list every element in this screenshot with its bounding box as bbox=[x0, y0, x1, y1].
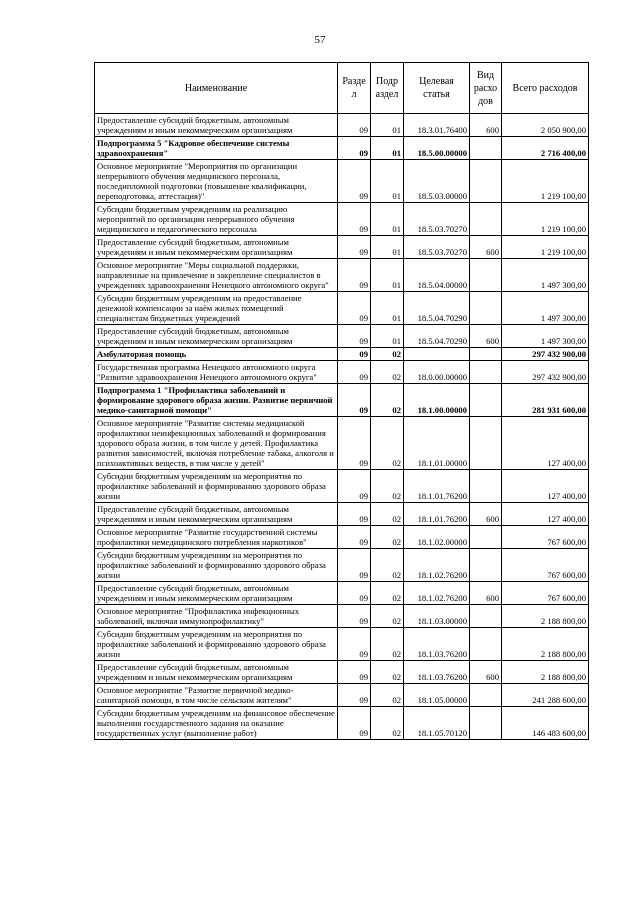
row-name-cell: Субсидии бюджетным учреждениям на мероприятия по профилактике заболеваний и формированию здорового образа жизни bbox=[95, 470, 338, 503]
row-article-cell: 18.1.01.76200 bbox=[404, 470, 470, 503]
row-section-cell: 09 bbox=[338, 361, 371, 384]
row-expense-type-cell bbox=[470, 292, 502, 325]
row-total-cell: 297 432 900,00 bbox=[502, 348, 589, 361]
row-total-cell: 1 219 100,00 bbox=[502, 236, 589, 259]
row-subsection-cell: 02 bbox=[371, 470, 404, 503]
row-section-cell: 09 bbox=[338, 137, 371, 160]
table-row bbox=[95, 137, 589, 160]
table-body bbox=[95, 114, 589, 740]
row-name-cell: Амбулаторная помощь bbox=[95, 348, 338, 361]
row-section-cell: 09 bbox=[338, 348, 371, 361]
row-article-cell: 18.5.03.70270 bbox=[404, 236, 470, 259]
row-subsection-cell: 02 bbox=[371, 549, 404, 582]
row-article-cell: 18.1.05.70120 bbox=[404, 707, 470, 740]
row-article-cell: 18.1.03.76200 bbox=[404, 661, 470, 684]
row-total-cell: 1 497 300,00 bbox=[502, 292, 589, 325]
row-total-cell: 2 050 900,00 bbox=[502, 114, 589, 137]
row-total-cell: 767 600,00 bbox=[502, 549, 589, 582]
row-name-cell: Подпрограмма 5 "Кадровое обеспечение системы здравоохранения" bbox=[95, 137, 338, 160]
table-row bbox=[95, 160, 589, 203]
row-section-cell: 09 bbox=[338, 203, 371, 236]
table-row bbox=[95, 549, 589, 582]
row-name-cell: Субсидии бюджетным учреждениям на мероприятия по профилактике заболеваний и формированию здорового образа жизни bbox=[95, 628, 338, 661]
row-subsection-cell: 01 bbox=[371, 137, 404, 160]
row-total-cell: 146 483 600,00 bbox=[502, 707, 589, 740]
row-subsection-cell: 02 bbox=[371, 605, 404, 628]
row-name-cell: Предоставление субсидий бюджетным, автономным учреждениям и иным некоммерческим организациям bbox=[95, 236, 338, 259]
row-article-cell: 18.1.01.00000 bbox=[404, 417, 470, 470]
row-article-cell bbox=[404, 348, 470, 361]
row-article-cell: 18.1.00.00000 bbox=[404, 384, 470, 417]
row-expense-type-cell: 600 bbox=[470, 114, 502, 137]
row-name-cell: Основное мероприятие "Развитие первичной медико-санитарной помощи, в том числе сельским жителям" bbox=[95, 684, 338, 707]
row-expense-type-cell bbox=[470, 259, 502, 292]
row-section-cell: 09 bbox=[338, 417, 371, 470]
row-section-cell: 09 bbox=[338, 661, 371, 684]
row-name-cell: Субсидии бюджетным учреждениям на предоставление денежной компенсации за наём жилых помещений специалистам бюджетных учреждений bbox=[95, 292, 338, 325]
row-expense-type-cell bbox=[470, 684, 502, 707]
table-header bbox=[95, 63, 589, 114]
row-article-cell: 18.1.02.76200 bbox=[404, 549, 470, 582]
row-article-cell: 18.5.00.00000 bbox=[404, 137, 470, 160]
row-name-cell: Подпрограмма 1 "Профилактика заболеваний и формирование здорового образа жизни. Развитие первичной медико-санитарной помощи" bbox=[95, 384, 338, 417]
row-section-cell: 09 bbox=[338, 707, 371, 740]
row-expense-type-cell bbox=[470, 384, 502, 417]
row-article-cell: 18.5.04.00000 bbox=[404, 259, 470, 292]
header-name: Наименование bbox=[95, 63, 338, 114]
table-row bbox=[95, 470, 589, 503]
row-total-cell: 1 497 300,00 bbox=[502, 325, 589, 348]
row-subsection-cell: 02 bbox=[371, 361, 404, 384]
row-article-cell: 18.3.01.76400 bbox=[404, 114, 470, 137]
row-name-cell: Предоставление субсидий бюджетным, автономным учреждениям и иным некоммерческим организациям bbox=[95, 114, 338, 137]
row-subsection-cell: 01 bbox=[371, 203, 404, 236]
row-total-cell: 1 219 100,00 bbox=[502, 160, 589, 203]
table-row bbox=[95, 292, 589, 325]
row-name-cell: Основное мероприятие "Развитие системы медицинской профилактики неинфекционных заболеваний и формирования здорового образа жизни, в том числе у детей. Профилактика развития зависимостей, включая потребление табака, алкоголя и психоактивных веществ, в том числе у детей" bbox=[95, 417, 338, 470]
row-expense-type-cell bbox=[470, 549, 502, 582]
row-name-cell: Предоставление субсидий бюджетным, автономным учреждениям и иным некоммерческим организациям bbox=[95, 661, 338, 684]
row-section-cell: 09 bbox=[338, 605, 371, 628]
row-section-cell: 09 bbox=[338, 684, 371, 707]
table-row bbox=[95, 661, 589, 684]
header-article: Целевая статья bbox=[404, 63, 470, 114]
row-total-cell: 1 219 100,00 bbox=[502, 203, 589, 236]
header-section: Разде л bbox=[338, 63, 371, 114]
row-section-cell: 09 bbox=[338, 582, 371, 605]
row-name-cell: Субсидии бюджетным учреждениям на финансовое обеспечение выполнения государственного задания на оказание государственных услуг (выполнение работ) bbox=[95, 707, 338, 740]
row-expense-type-cell bbox=[470, 605, 502, 628]
row-section-cell: 09 bbox=[338, 470, 371, 503]
row-expense-type-cell: 600 bbox=[470, 503, 502, 526]
row-subsection-cell: 02 bbox=[371, 628, 404, 661]
header-subsection: Подр аздел bbox=[371, 63, 404, 114]
table-row bbox=[95, 384, 589, 417]
row-article-cell: 18.5.03.70270 bbox=[404, 203, 470, 236]
row-total-cell: 1 497 300,00 bbox=[502, 259, 589, 292]
row-subsection-cell: 02 bbox=[371, 661, 404, 684]
row-subsection-cell: 02 bbox=[371, 707, 404, 740]
row-subsection-cell: 02 bbox=[371, 503, 404, 526]
row-expense-type-cell bbox=[470, 203, 502, 236]
row-subsection-cell: 01 bbox=[371, 160, 404, 203]
row-subsection-cell: 02 bbox=[371, 684, 404, 707]
header-total: Всего расходов bbox=[502, 63, 589, 114]
row-section-cell: 09 bbox=[338, 160, 371, 203]
row-article-cell: 18.5.03.00000 bbox=[404, 160, 470, 203]
row-total-cell: 281 931 600,00 bbox=[502, 384, 589, 417]
row-article-cell: 18.0.00.00000 bbox=[404, 361, 470, 384]
row-section-cell: 09 bbox=[338, 503, 371, 526]
row-total-cell: 127 400,00 bbox=[502, 470, 589, 503]
row-article-cell: 18.1.05.00000 bbox=[404, 684, 470, 707]
row-total-cell: 2 188 800,00 bbox=[502, 628, 589, 661]
row-article-cell: 18.5.04.70290 bbox=[404, 325, 470, 348]
row-subsection-cell: 01 bbox=[371, 325, 404, 348]
row-expense-type-cell: 600 bbox=[470, 582, 502, 605]
header-expense-type: Вид расхо дов bbox=[470, 63, 502, 114]
row-total-cell: 2 188 800,00 bbox=[502, 661, 589, 684]
row-name-cell: Основное мероприятие "Меры социальной поддержки, направленные на привлечение и закрепление специалистов в учреждениях здравоохранения Ненецкого автономного округа" bbox=[95, 259, 338, 292]
row-total-cell: 297 432 900,00 bbox=[502, 361, 589, 384]
row-section-cell: 09 bbox=[338, 526, 371, 549]
row-expense-type-cell: 600 bbox=[470, 236, 502, 259]
table-row bbox=[95, 236, 589, 259]
row-article-cell: 18.1.02.76200 bbox=[404, 582, 470, 605]
row-article-cell: 18.1.01.76200 bbox=[404, 503, 470, 526]
row-subsection-cell: 01 bbox=[371, 292, 404, 325]
row-name-cell: Основное мероприятие "Мероприятия по организации непрерывного обучения медицинского персонала, последипломной подготовки (повышение квалификации, переподготовка, аттестация)" bbox=[95, 160, 338, 203]
table-row bbox=[95, 417, 589, 470]
row-expense-type-cell bbox=[470, 707, 502, 740]
row-subsection-cell: 02 bbox=[371, 582, 404, 605]
row-article-cell: 18.1.03.76200 bbox=[404, 628, 470, 661]
row-expense-type-cell bbox=[470, 470, 502, 503]
row-total-cell: 2 188 800,00 bbox=[502, 605, 589, 628]
row-subsection-cell: 02 bbox=[371, 417, 404, 470]
row-section-cell: 09 bbox=[338, 292, 371, 325]
row-subsection-cell: 02 bbox=[371, 348, 404, 361]
row-expense-type-cell bbox=[470, 628, 502, 661]
row-subsection-cell: 01 bbox=[371, 114, 404, 137]
table-row bbox=[95, 503, 589, 526]
table-row bbox=[95, 707, 589, 740]
row-name-cell: Субсидии бюджетным учреждениям на мероприятия по профилактике заболеваний и формированию здорового образа жизни bbox=[95, 549, 338, 582]
table-row bbox=[95, 203, 589, 236]
row-name-cell: Предоставление субсидий бюджетным, автономным учреждениям и иным некоммерческим организациям bbox=[95, 582, 338, 605]
row-subsection-cell: 01 bbox=[371, 259, 404, 292]
table-row bbox=[95, 259, 589, 292]
row-article-cell: 18.1.03.00000 bbox=[404, 605, 470, 628]
table-row bbox=[95, 361, 589, 384]
table-row bbox=[95, 348, 589, 361]
row-expense-type-cell bbox=[470, 417, 502, 470]
row-subsection-cell: 02 bbox=[371, 384, 404, 417]
row-article-cell: 18.5.04.70290 bbox=[404, 292, 470, 325]
budget-table bbox=[94, 62, 589, 740]
table-row bbox=[95, 605, 589, 628]
table-row bbox=[95, 582, 589, 605]
row-name-cell: Основное мероприятие "Развитие государственной системы профилактики немедицинского потребления наркотиков" bbox=[95, 526, 338, 549]
row-expense-type-cell: 600 bbox=[470, 661, 502, 684]
table-row bbox=[95, 325, 589, 348]
table-row bbox=[95, 526, 589, 549]
table-row bbox=[95, 628, 589, 661]
row-section-cell: 09 bbox=[338, 384, 371, 417]
row-section-cell: 09 bbox=[338, 259, 371, 292]
row-section-cell: 09 bbox=[338, 114, 371, 137]
row-expense-type-cell bbox=[470, 348, 502, 361]
table-row bbox=[95, 684, 589, 707]
row-total-cell: 767 600,00 bbox=[502, 582, 589, 605]
table-row bbox=[95, 114, 589, 137]
row-name-cell: Государственная программа Ненецкого автономного округа "Развитие здравоохранения Ненецкого автономного округа" bbox=[95, 361, 338, 384]
row-name-cell: Основное мероприятие "Профилактика инфекционных заболеваний, включая иммунопрофилактику" bbox=[95, 605, 338, 628]
row-total-cell: 767 600,00 bbox=[502, 526, 589, 549]
row-section-cell: 09 bbox=[338, 549, 371, 582]
row-expense-type-cell bbox=[470, 137, 502, 160]
row-name-cell: Предоставление субсидий бюджетным, автономным учреждениям и иным некоммерческим организациям bbox=[95, 503, 338, 526]
row-expense-type-cell bbox=[470, 160, 502, 203]
row-total-cell: 241 288 600,00 bbox=[502, 684, 589, 707]
row-expense-type-cell bbox=[470, 361, 502, 384]
row-article-cell: 18.1.02.00000 bbox=[404, 526, 470, 549]
row-total-cell: 2 716 400,00 bbox=[502, 137, 589, 160]
row-section-cell: 09 bbox=[338, 628, 371, 661]
row-expense-type-cell bbox=[470, 526, 502, 549]
row-expense-type-cell: 600 bbox=[470, 325, 502, 348]
row-subsection-cell: 02 bbox=[371, 526, 404, 549]
row-name-cell: Субсидии бюджетным учреждениям на реализацию мероприятий по организации непрерывного обучения медицинского и педагогического персонала bbox=[95, 203, 338, 236]
row-section-cell: 09 bbox=[338, 236, 371, 259]
row-total-cell: 127 400,00 bbox=[502, 417, 589, 470]
row-total-cell: 127 400,00 bbox=[502, 503, 589, 526]
row-subsection-cell: 01 bbox=[371, 236, 404, 259]
row-section-cell: 09 bbox=[338, 325, 371, 348]
page-number: 57 bbox=[314, 34, 326, 46]
row-name-cell: Предоставление субсидий бюджетным, автономным учреждениям и иным некоммерческим организациям bbox=[95, 325, 338, 348]
